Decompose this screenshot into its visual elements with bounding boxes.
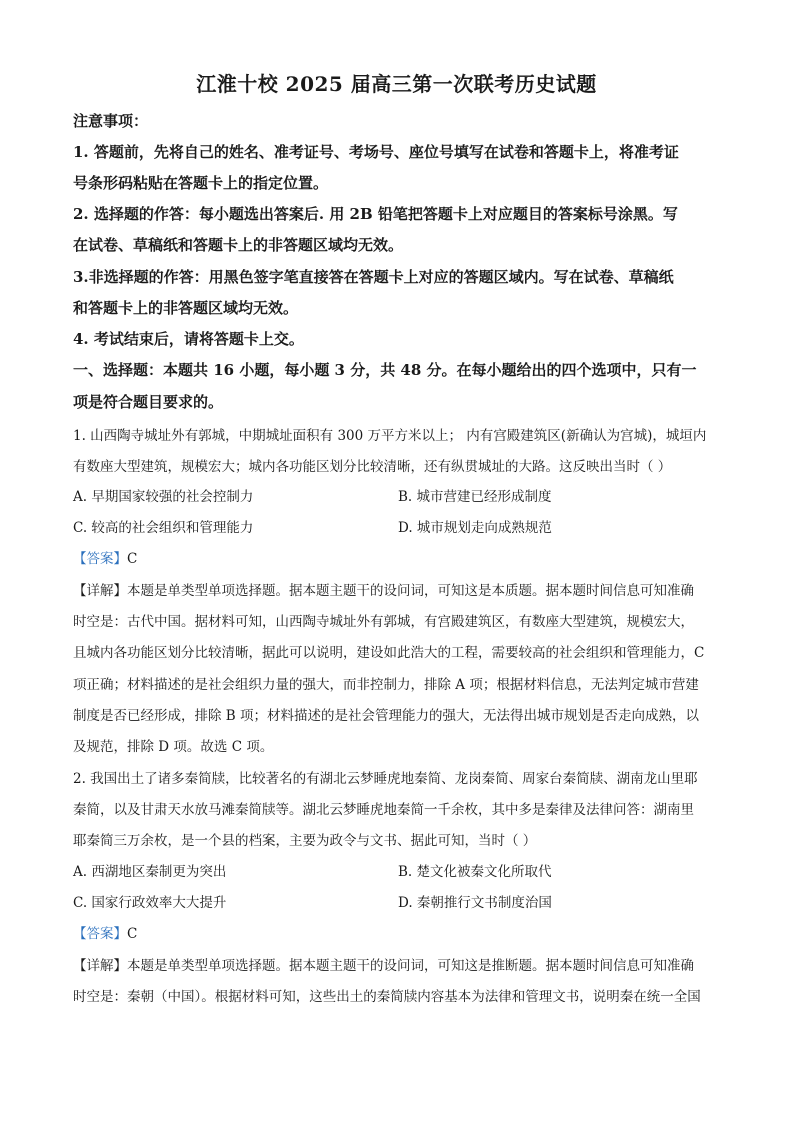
section-heading: 项是符合题目要求的。 xyxy=(73,393,224,411)
question-2-detail xyxy=(73,954,728,974)
question-2-detail-line: 时空是：秦朝（中国）。根据材料可知，这些出土的秦简牍内容基本为法律和管理文书，说明秦在统一全国 xyxy=(73,989,701,1005)
question-2-stem: 2. 我国出土了诸多秦简牍，比较著名的有湖北云梦睡虎地秦简、龙岗秦简、周家台秦简牍、湖南龙山里耶 xyxy=(73,771,698,787)
question-2-stem: 秦简，以及甘肃天水放马滩秦简牍等。湖北云梦睡虎地秦简一千余枚，其中多是秦律及法律问答：湖南里 xyxy=(73,802,694,818)
question-2-option-c: C. 国家行政效率大大提升 xyxy=(73,895,227,911)
question-2-option-d: D. 秦朝推行文书制度治国 xyxy=(398,895,552,911)
detail-tag: 【详解】 xyxy=(73,958,127,974)
question-1-option-a: A. 早期国家较强的社会控制力 xyxy=(73,489,254,505)
question-1-detail-line: 且城内各功能区划分比较清晰，据此可以说明，建设如此浩大的工程，需要较高的社会组织和管理能力，C xyxy=(73,645,705,661)
page-title: 江淮十校 2025 届高三第一次联考历史试题 xyxy=(196,72,597,96)
question-1-stem: 1. 山西陶寺城址外有郭城，中期城址面积有 300 万平方米以上； 内有宫殿建筑区(新确认为宫城)，城垣内 xyxy=(73,428,707,444)
question-1-detail-line: 及规范，排除 D 项。故选 C 项。 xyxy=(73,739,274,755)
question-1-option-b: B. 城市营建已经形成制度 xyxy=(398,489,552,505)
section-heading: 一、选择题：本题共 16 小题，每小题 3 分，共 48 分。在每小题给出的四个选项中，只有一 xyxy=(73,361,697,379)
notice-line: 2. 选择题的作答：每小题选出答案后. 用 2B 铅笔把答题卡上对应题目的答案标号涂黑。写 xyxy=(73,205,678,223)
question-1-stem: 有数座大型建筑，规模宏大；城内各功能区划分比较清晰，还有纵贯城址的大路。这反映出当时（ ） xyxy=(73,459,672,475)
notice-line: 3.非选择题的作答：用黑色签字笔直接答在答题卡上对应的答题区域内。写在试卷、草稿纸 xyxy=(73,268,674,286)
question-1-detail-line: 时空是：古代中国。据材料可知，山西陶寺城址外有郭城，有宫殿建筑区，有数座大型建筑，规模宏大， xyxy=(73,614,694,630)
question-1-detail-line: 项正确；材料描述的是社会组织力量的强大，而非控制力，排除 A 项；根据材料信息，无法判定城市营建 xyxy=(73,677,699,693)
question-1-detail xyxy=(73,579,728,599)
answer-value: C xyxy=(127,551,138,567)
question-2-answer xyxy=(73,922,728,942)
notice-line: 在试卷、草稿纸和答题卡上的非答题区域均无效。 xyxy=(73,236,404,254)
answer-value: C xyxy=(127,926,138,942)
question-2-stem: 耶秦简三万余枚，是一个县的档案，主要为政令与文书、据此可知，当时（ ） xyxy=(73,833,537,849)
detail-tag: 【详解】 xyxy=(73,583,127,599)
question-2-option-a: A. 西湖地区秦制更为突出 xyxy=(73,864,227,880)
question-1-option-c: C. 较高的社会组织和管理能力 xyxy=(73,520,254,536)
notice-line: 和答题卡上的非答题区域均无效。 xyxy=(73,299,299,317)
question-1-detail-line: 制度是否已经形成，排除 B 项；材料描述的是社会管理能力的强大，无法得出城市规划是否走向成熟，以 xyxy=(73,708,700,724)
notice-line: 号条形码粘贴在答题卡上的指定位置。 xyxy=(73,174,329,192)
answer-tag: 【答案】 xyxy=(73,551,127,567)
detail-text: 本题是单类型单项选择题。据本题主题干的设问词，可知这是本质题。据本题时间信息可知准确 xyxy=(127,583,694,599)
notice-line: 4. 考试结束后，请将答题卡上交。 xyxy=(73,330,304,348)
answer-tag: 【答案】 xyxy=(73,926,127,942)
detail-text: 本题是单类型单项选择题。据本题主题干的设问词，可知这是推断题。据本题时间信息可知准确 xyxy=(127,958,694,974)
question-1-answer xyxy=(73,547,728,567)
question-2-option-b: B. 楚文化被秦文化所取代 xyxy=(398,864,552,880)
question-1-option-d: D. 城市规划走向成熟规范 xyxy=(398,520,552,536)
notice-heading: 注意事项： xyxy=(73,112,149,130)
notice-line: 1. 答题前，先将自己的姓名、准考证号、考场号、座位号填写在试卷和答题卡上，将准考证 xyxy=(73,143,679,161)
